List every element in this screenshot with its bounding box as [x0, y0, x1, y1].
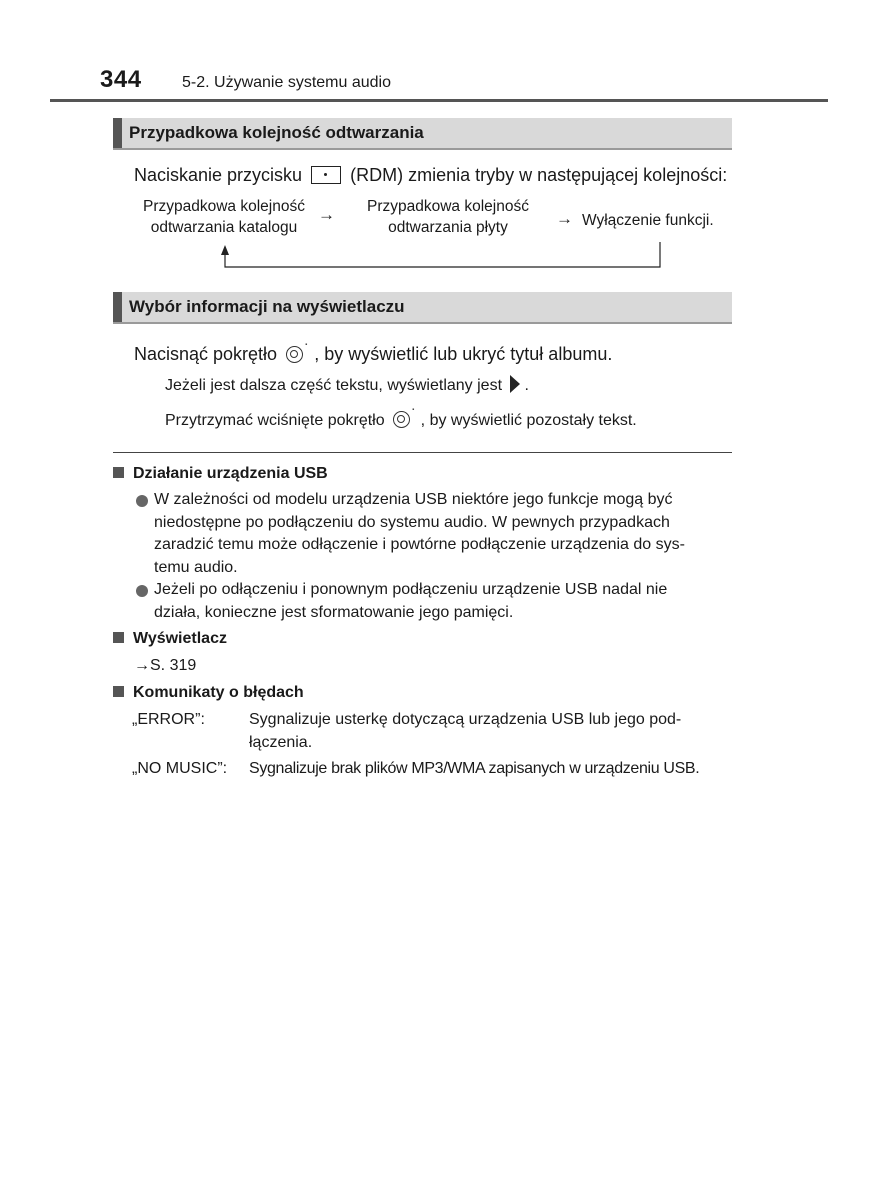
- rdm-button-icon: [311, 166, 341, 184]
- para-line: Jeżeli po odłączeniu i ponownym podłączeniu urządzenie USB nadal nie: [154, 581, 668, 598]
- square-bullet-icon: [113, 467, 124, 478]
- text: , by wyświetlić pozostały tekst.: [420, 412, 637, 429]
- text: .: [524, 377, 529, 394]
- usb-note-2: [154, 579, 732, 624]
- para-line: Sygnalizuje usterkę dotyczącą urządzenia USB lub jego pod-: [249, 711, 682, 728]
- rdm-intro: [134, 165, 727, 186]
- rdm-intro-after: (RDM) zmienia tryby w następującej kolejności:: [350, 165, 728, 185]
- page-number: 344: [100, 66, 142, 93]
- bullet-dot-icon: [136, 495, 148, 507]
- flow-step-line: odtwarzania płyty: [388, 219, 508, 236]
- para-line: działa, konieczne jest sformatowanie jego pamięci.: [154, 603, 514, 621]
- knob-label-icon: ▪: [412, 407, 415, 413]
- para-line: temu audio.: [154, 558, 238, 576]
- flow-step-line: Przypadkowa kolejność: [367, 198, 529, 215]
- section-heading-random-playback: [113, 118, 732, 150]
- errors-heading: [113, 684, 304, 702]
- flow-step-off: [582, 210, 742, 231]
- para-line: zaradzić temu może odłączenie i powtórne podłączenie urządzenia do sys-: [154, 536, 685, 553]
- flow-step-line: odtwarzania katalogu: [150, 219, 298, 236]
- error-desc: [249, 758, 739, 781]
- error-desc: [249, 709, 732, 754]
- heading-text: Wyświetlacz: [133, 630, 227, 647]
- flow-arrow-icon: →: [318, 205, 335, 224]
- para-line: Sygnalizuje brak plików MP3/WMA zapisanych w urządzeniu USB.: [249, 760, 700, 777]
- para-line: łączenia.: [249, 733, 313, 751]
- knob-label-icon: ▪: [305, 342, 308, 348]
- para-line: niedostępne po podłączeniu do systemu audio. W pewnych przypadkach: [154, 513, 670, 531]
- para-line: W zależności od modelu urządzenia USB niektóre jego funkcje mogą być: [154, 491, 673, 508]
- usb-heading: [113, 465, 328, 483]
- flow-step-line: Przypadkowa kolejność: [143, 198, 305, 215]
- text: , by wyświetlić lub ukryć tytuł albumu.: [314, 344, 613, 364]
- text: Przytrzymać wciśnięte pokrętło: [165, 412, 385, 429]
- divider: [113, 452, 732, 453]
- display-line-2: [165, 375, 529, 395]
- display-line-1: [134, 342, 612, 365]
- flow-return-arrow-icon: [215, 240, 665, 272]
- rdm-intro-before: Naciskanie przycisku: [134, 165, 303, 185]
- display-page-ref: →S. 319: [134, 657, 197, 674]
- bullet-dot-icon: [136, 585, 148, 597]
- header-rule: [50, 99, 828, 102]
- flow-step-line: Wyłączenie funkcji.: [582, 212, 714, 229]
- section-title: Wybór informacji na wyświetlaczu: [129, 297, 405, 316]
- display-heading: [113, 630, 227, 648]
- square-bullet-icon: [113, 686, 124, 697]
- section-heading-bar: [113, 292, 122, 322]
- usb-note-1: [154, 489, 732, 579]
- error-code: „NO MUSIC”:: [132, 760, 228, 777]
- section-heading-bar: [113, 118, 122, 148]
- section-heading-display-info: [113, 292, 732, 324]
- text: Nacisnąć pokrętło: [134, 344, 278, 364]
- knob-icon: [393, 411, 410, 428]
- display-line-3: [165, 407, 637, 430]
- text: Jeżeli jest dalsza część tekstu, wyświetlany jest: [165, 377, 503, 394]
- square-bullet-icon: [113, 632, 124, 643]
- heading-text: Komunikaty o błędach: [133, 684, 304, 701]
- flow-step-disc: [350, 196, 546, 238]
- flow-step-folder: [126, 196, 322, 238]
- knob-icon: [286, 346, 303, 363]
- flow-arrow-icon: →: [556, 209, 573, 228]
- more-text-arrow-icon: [510, 375, 520, 393]
- heading-text: Działanie urządzenia USB: [133, 465, 328, 482]
- error-code: „ERROR”:: [132, 711, 205, 728]
- chapter-title: 5-2. Używanie systemu audio: [182, 74, 391, 91]
- section-title: Przypadkowa kolejność odtwarzania: [129, 123, 424, 142]
